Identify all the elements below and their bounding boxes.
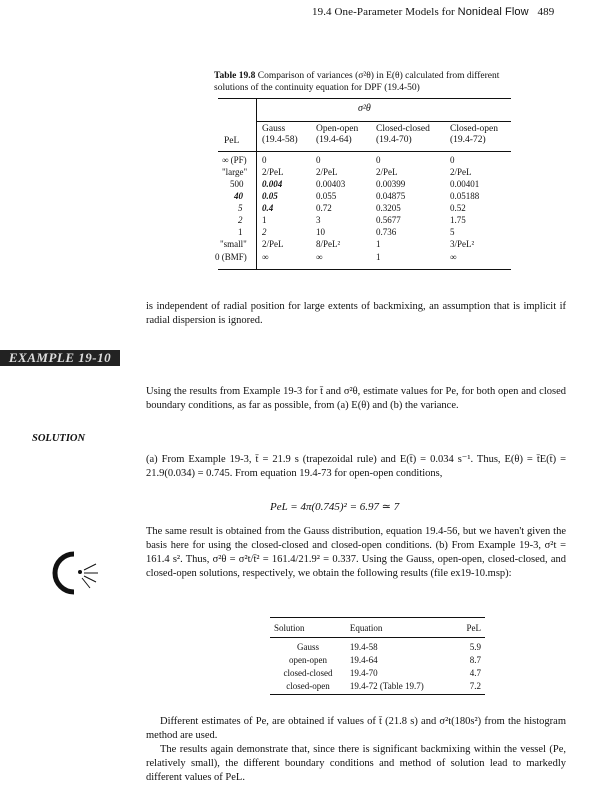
- table-rule: [218, 151, 511, 152]
- section-title: 19.4 One-Parameter Models for: [312, 6, 455, 18]
- table-label: Table 19.8: [214, 71, 256, 81]
- table-row: open-open 19.4-64 8.7: [288, 654, 481, 665]
- table-row: 40 0.05 0.055 0.04875 0.05188: [234, 191, 480, 201]
- table-group-header: σ²θ: [358, 103, 371, 114]
- col-header-closed-closed: Closed-closed (19.4-70): [376, 124, 430, 145]
- section-title-tail: Nonideal Flow: [457, 6, 529, 18]
- table-row: 2 1 3 0.5677 1.75: [238, 215, 466, 225]
- table-row: "large" 2/PeL 2/PeL 2/PeL 2/PeL: [222, 167, 472, 177]
- paragraph-backmix: is independent of radial position for large extents of backmixing, an assumption that is implicit if radial dispersion is ignored.: [146, 301, 566, 326]
- col-header-gauss: Gauss (19.4-58): [262, 124, 298, 145]
- results-col-solution: Solution: [270, 618, 346, 638]
- row-header-pe: PeL: [224, 136, 240, 146]
- table-row: 0 (BMF) ∞ ∞ 1 ∞: [215, 252, 457, 262]
- solution-label: SOLUTION: [32, 433, 86, 444]
- table-caption-text: Comparison of variances (σ²θ) in E(θ) calculated from different solutions of the continuity equation for DPF (19.4-50): [214, 71, 500, 93]
- results-header-row: [270, 618, 485, 638]
- equation: PeL = 4π(0.745)² = 6.97 ≃ 7: [270, 501, 400, 513]
- table-row: 1 2 10 0.736 5: [238, 227, 455, 237]
- table-rule: [256, 121, 511, 122]
- page-number: 489: [537, 6, 555, 18]
- table-row: "small" 2/PeL 8/PeL² 1 3/PeL²: [220, 239, 475, 249]
- solution-part-b: The same result is obtained from the Gauss distribution, equation 19.4-56, but we haven't given the basis here for using the closed-closed and closed-open conditions. (b) From Example 19-3, σ²t = 161.4 s². Thus, σ²θ = σ²t/t̄² = 161.4/21.9² = 0.337. Using the Gauss, open-open, closed-closed, and closed-open solutions, respectively, we obtain the following results (file ex19-10.msp):: [146, 526, 566, 579]
- example-statement: Using the results from Example 19-3 for t̄ and σ²θ, estimate values for Pe, for both open and closed boundary conditions, as far as possible, from (a) E(θ) and (b) the variance.: [146, 386, 566, 411]
- table-caption: [214, 70, 514, 94]
- table-row: 5 0.4 0.72 0.3205 0.52: [238, 203, 466, 213]
- table-row: closed-open 19.4-72 (Table 19.7) 7.2: [270, 679, 485, 695]
- paragraph-results: The results again demonstrate that, since there is significant backmixing within the vessel (Pe, relatively small), the different boundary conditions and method of solution lead to markedly different values of PeL.: [146, 744, 566, 783]
- solution-part-a: (a) From Example 19-3, t̄ = 21.9 s (trapezoidal rule) and E(t̄) = 0.034 s⁻¹. Thus, E(θ) = t̄E(t̄) = 21.9(0.034) = 0.745. From equation 19.4-73 for open-open conditions,: [146, 454, 566, 479]
- example-banner: EXAMPLE 19-10: [0, 350, 120, 366]
- paragraph-different-estimates: Different estimates of Pe, are obtained if values of t̄ (21.8 s) and σ²t(180s²) from the histogram method are used.: [146, 716, 566, 741]
- col-header-closed-open: Closed-open (19.4-72): [450, 124, 499, 145]
- table-row: ∞ (PF) 0 0 0 0: [222, 155, 455, 165]
- table-row: closed-closed 19.4-70 4.7: [283, 667, 481, 678]
- table-row: 500 0.004 0.00403 0.00399 0.00401: [230, 179, 480, 189]
- results-table: [270, 617, 485, 695]
- running-header: [312, 6, 554, 18]
- variance-table: [215, 98, 511, 270]
- results-col-equation: Equation: [346, 618, 455, 638]
- table-row: Gauss 19.4-58 5.9: [296, 641, 481, 652]
- results-col-pe: PeL: [455, 618, 485, 638]
- cd-rom-icon: [52, 548, 102, 598]
- col-header-open-open: Open-open (19.4-64): [316, 124, 359, 145]
